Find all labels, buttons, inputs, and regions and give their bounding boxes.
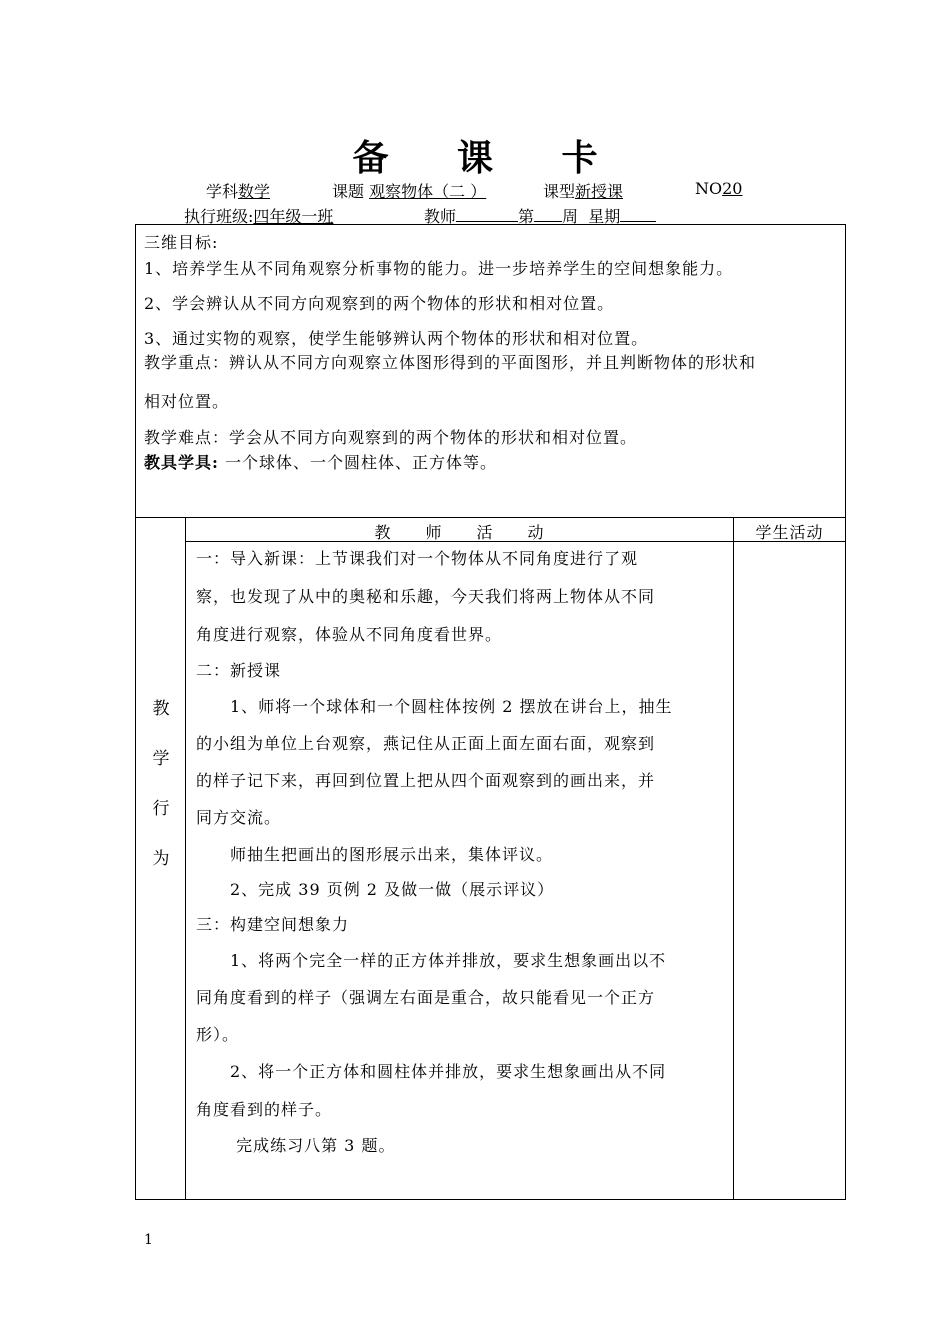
activity-line-1: 一：导入新课：上节课我们对一个物体从不同角度进行了观 xyxy=(196,549,639,568)
activity-line-3: 角度进行观察，体验从不同角度看世界。 xyxy=(196,625,503,644)
teacher-label: 教师 xyxy=(424,207,457,226)
objective-item-2: 2、学会辨认从不同方向观察到的两个物体的形状和相对位置。 xyxy=(144,294,615,313)
class-value: 四年级一班 xyxy=(253,207,334,226)
no-value-text: 20 xyxy=(722,179,743,198)
activity-line-5: 1、师将一个球体和一个圆柱体按例 2 摆放在讲台上，抽生 xyxy=(196,697,673,716)
table-divider-right xyxy=(733,517,734,1200)
no-value xyxy=(722,179,786,198)
objective-item-3: 3、通过实物的观察，使学生能够辨认两个物体的形状和相对位置。 xyxy=(144,329,649,348)
teacher-activity-header: 教 师 活 动 xyxy=(374,523,545,542)
tools-label: 教具学具: xyxy=(144,453,219,472)
topic-label: 课题 xyxy=(332,182,365,201)
activity-line-4: 二：新授课 xyxy=(196,661,282,680)
activity-line-15: 2、将一个正方体和圆柱体并排放，要求生想象画出从不同 xyxy=(196,1062,667,1081)
side-label-char-3: 行 xyxy=(152,799,170,819)
tools-line xyxy=(144,450,497,473)
activity-line-14: 形）。 xyxy=(196,1025,240,1044)
tools-value: 一个球体、一个圆柱体、正方体等。 xyxy=(218,453,498,472)
side-label-char-4: 为 xyxy=(152,849,170,869)
activity-line-8: 同方交流。 xyxy=(196,808,282,827)
type-value: 新授课 xyxy=(575,182,624,201)
student-activity-header: 学生活动 xyxy=(755,523,824,542)
week-label: 周 xyxy=(562,207,579,226)
week-blank xyxy=(534,207,562,222)
activity-line-6: 的小组为单位上台观察，燕记住从正面上面左面右面，观察到 xyxy=(196,734,656,753)
objectives-heading: 三维目标: xyxy=(144,233,219,252)
type-label: 课型 xyxy=(543,182,576,201)
activity-line-7: 的样子记下来，再回到位置上把从四个面观察到的画出来，并 xyxy=(196,771,656,790)
page-title: 备 课 卡 xyxy=(352,137,626,179)
topic-value: 观察物体（二 ） xyxy=(369,182,487,201)
activity-line-2: 察，也发现了从中的奥秘和乐趣，今天我们将两上物体从不同 xyxy=(196,587,656,606)
no-label: NO xyxy=(695,179,723,198)
objective-item-1: 1、培养学生从不同角观察分析事物的能力。进一步培养学生的空间想象能力。 xyxy=(144,259,734,278)
activity-line-12: 1、将两个完全一样的正方体并排放，要求生想象画出以不 xyxy=(196,951,667,970)
activity-line-16: 角度看到的样子。 xyxy=(196,1100,333,1119)
activity-line-9: 师抽生把画出的图形展示出来，集体评议。 xyxy=(196,845,554,864)
teacher-blank xyxy=(456,207,518,222)
key-point-line-2: 相对位置。 xyxy=(144,392,230,411)
subject-value: 数学 xyxy=(238,182,271,201)
subject-label: 学科 xyxy=(206,182,239,201)
key-point-line-1: 教学重点：辨认从不同方向观察立体图形得到的平面图形，并且判断物体的形状和 xyxy=(144,353,757,372)
week-prefix: 第 xyxy=(518,207,535,226)
side-label-char-2: 学 xyxy=(152,749,170,769)
difficulty-line: 教学难点：学会从不同方向观察到的两个物体的形状和相对位置。 xyxy=(144,428,638,447)
no-field xyxy=(695,179,786,198)
class-label: 执行班级: xyxy=(184,207,254,226)
activity-line-11: 三：构建空间想象力 xyxy=(196,915,350,934)
activity-line-13: 同角度看到的样子（强调左右面是重合，故只能看见一个正方 xyxy=(196,988,656,1007)
activity-line-17: 完成练习八第 3 题。 xyxy=(196,1136,396,1155)
page-number: 1 xyxy=(144,1232,153,1248)
side-label-char-1: 教 xyxy=(152,699,170,719)
topic-field xyxy=(332,179,486,202)
day-blank xyxy=(620,207,656,222)
day-label: 星期 xyxy=(588,207,621,226)
subject-field xyxy=(206,179,270,202)
type-field xyxy=(543,179,623,202)
activity-line-10: 2、完成 39 页例 2 及做一做（展示评议） xyxy=(196,880,555,899)
